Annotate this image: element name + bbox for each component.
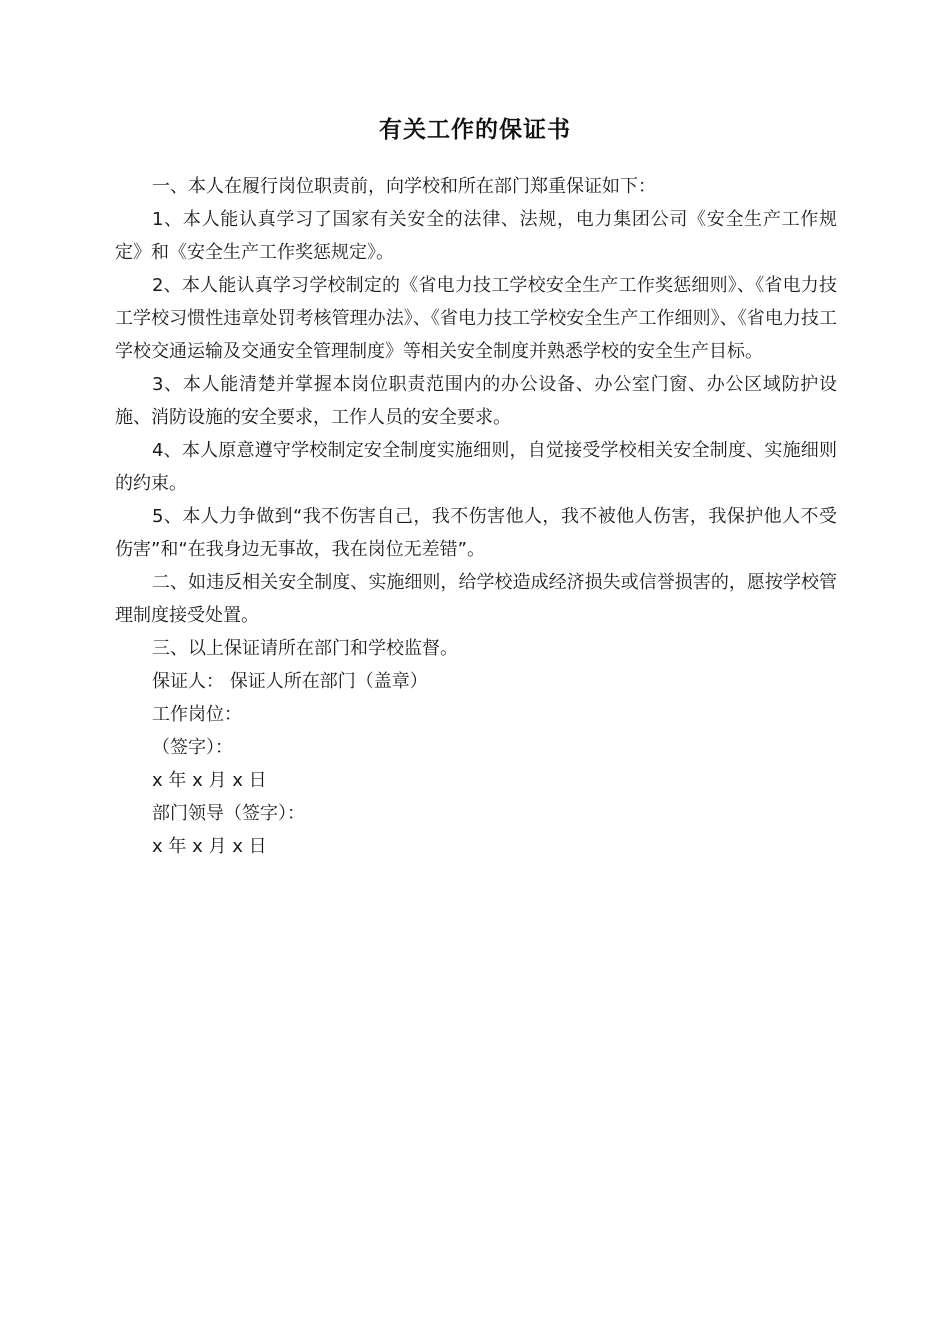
signature-line: （签字）： <box>152 737 233 758</box>
document-title: 有关工作的保证书 <box>379 117 571 143</box>
date-line-guarantor: x 年 x 月 x 日 <box>152 770 267 791</box>
paragraph-item-1: 1、本人能认真学习了国家有关安全的法律、法规，电力集团公司《安全生产工作规定》和《安全生产工作奖惩规定》。 <box>115 209 837 263</box>
paragraph-item-3: 3、本人能清楚并掌握本岗位职责范围内的办公设备、办公室门窗、办公区域防护设施、消防设施的安全要求，工作人员的安全要求。 <box>115 374 837 428</box>
document-body <box>115 170 837 863</box>
position-line: 工作岗位： <box>152 704 242 725</box>
paragraph-item-4: 4、本人原意遵守学校制定安全制度实施细则，自觉接受学校相关安全制度、实施细则的约束。 <box>115 440 837 494</box>
paragraph-supervision: 三、以上保证请所在部门和学校监督。 <box>152 638 458 659</box>
guarantor-line: 保证人： 保证人所在部门（盖章） <box>152 671 428 692</box>
paragraph-intro: 一、本人在履行岗位职责前，向学校和所在部门郑重保证如下： <box>152 176 656 197</box>
paragraph-item-5: 5、本人力争做到“我不伤害自己，我不伤害他人，我不被他人伤害，我保护他人不受伤害”和“在我身边无事故，我在岗位无差错”。 <box>115 506 837 560</box>
paragraph-item-2: 2、本人能认真学习学校制定的《省电力技工学校安全生产工作奖惩细则》、《省电力技工学校习惯性违章处罚考核管理办法》、《省电力技工学校安全生产工作细则》、《省电力技工学校交通运输及交通安全管理制度》等相关安全制度并熟悉学校的安全生产目标。 <box>115 275 837 362</box>
date-line-leader: x 年 x 月 x 日 <box>152 836 267 857</box>
paragraph-violation: 二、如违反相关安全制度、实施细则，给学校造成经济损失或信誉损害的，愿按学校管理制度接受处置。 <box>115 572 837 626</box>
leader-signature-line: 部门领导（签字）： <box>152 803 305 824</box>
